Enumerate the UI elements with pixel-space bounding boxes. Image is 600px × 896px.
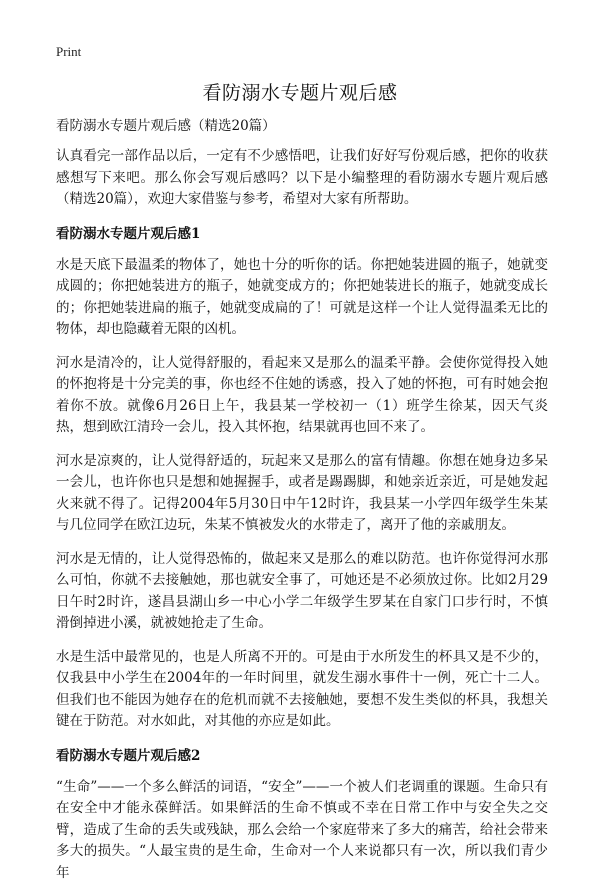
article-subtitle: 看防溺水专题片观后感（精选20篇）: [56, 118, 276, 134]
intro-paragraph: 认真看完一部作品以后，一定有不少感悟吧，让我们好好写份观后感，把你的收获感想写下来吧。那么你会写观后感吗？以下是小编整理的看防溺水专题片观后感（精选20篇），欢迎大家借鉴与参考，希望对大家有所帮助。: [56, 148, 548, 207]
section-1-paragraph-4: 河水是无情的，让人觉得恐怖的，做起来又是那么的难以防范。也许你觉得河水那么可怕，你就不去接触她，那也就安全事了，可她还是不必须放过你。比如2月29日午时2时许，遂昌县湖山乡一中心小学二年级学生罗某在自家门口步行时，不慎滑倒掉进小溪，就被她抢走了生命。: [56, 550, 548, 631]
section-1-paragraph-5: 水是生活中最常见的，也是人所离不开的。可是由于水所发生的杯具又是不少的，仅我县中小学生在2004年的一年时间里，就发生溺水事件十一例，死亡十二人。但我们也不能因为她存在的危机而就不去接触她，要想不发生类似的杯具，我想关键在于防范。对水如此，对其他的亦应是如此。: [56, 648, 548, 729]
section-1-paragraph-2: 河水是清冷的，让人觉得舒服的，看起来又是那么的温柔平静。会使你觉得投入她的怀抱将是十分完美的事，你也经不住她的诱惑，投入了她的怀抱，可有时她会抱着你不放。就像6月26日上午，我县某一学校初一（1）班学生徐某，因天气炎热，想到欧江清玲一会儿，投入其怀抱，结果就再也回不来了。: [56, 354, 548, 435]
section-heading-1: 看防溺水专题片观后感1: [56, 225, 201, 242]
print-link[interactable]: Print: [56, 44, 82, 59]
section-heading-2: 看防溺水专题片观后感2: [56, 747, 201, 764]
article-body: [56, 114, 548, 896]
section-2-paragraph-1: “生命”——一个多么鲜活的词语，“安全”——一个被人们老调重的课题。生命只有在安全中才能永葆鲜活。如果鲜活的生命不慎或不幸在日常工作中与安全失之交臂，造成了生命的丢失或残缺，那么会给一个家庭带来了多大的痛苦，给社会带来多大的损失。“人最宝贵的是生命，生命对一个人来说都只有一次，所以我们青少年: [56, 778, 548, 881]
section-1-paragraph-1: 水是天底下最温柔的物体了，她也十分的听你的话。你把她装进圆的瓶子，她就变成圆的；你把她装进方的瓶子，她就变成方的；你把她装进长的瓶子，她就变成长的；你把她装进扁的瓶子，她就变成扁的了！可就是这样一个让人觉得温柔无比的物体，却也隐藏着无限的凶机。: [56, 256, 548, 337]
section-1-paragraph-3: 河水是凉爽的，让人觉得舒适的，玩起来又是那么的富有情趣。你想在她身边多呆一会儿，也许你也只是想和她握握手，或者是踢踢脚，和她亲近亲近，可是她发起火来就不得了。记得2004年5月30日中午12时许，我县某一小学四年级学生朱某与几位同学在欧江边玩，朱某不慎被发火的水带走了，离开了他的亲戚朋友。: [56, 452, 548, 533]
page-title: 看防溺水专题片观后感: [202, 82, 398, 104]
